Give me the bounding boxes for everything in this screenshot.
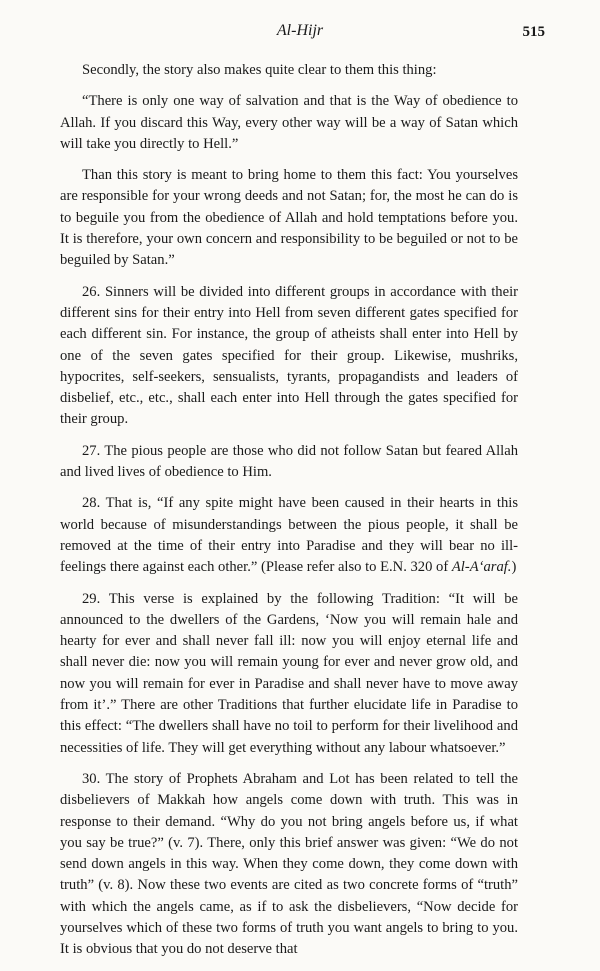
note-28-text: 28. That is, “If any spite might have been caused in their hearts in this world because of misunderstandings between the pious people, it shall be removed at the time of their entry into Paradise and they will bear no ill-feelings there against each other.” (Please refer also to E.N. 320 of [60,495,518,576]
paragraph-intro: Secondly, the story also makes quite clear to them this thing: [82,62,437,78]
paragraph-quote: “There is only one way of salvation and that is the Way of obedience to Allah. If you discard this Way, every other way will be a way of Satan which will take you directly to Hell.” [60,93,518,152]
note-29: 29. This verse is explained by the following Tradition: “It will be announced to the dwellers of the Gardens, ‘Now you will remain hale and hearty for ever and shall never fall ill: now you will enjoy eternal life and shall never die: now you will remain young for ever and never grow old, and now you will remain for ever in Paradise and shall never have to move away from it’.” There are other Traditions that further elucidate life in Paradise to this effect: “The dwellers shall have no toil to perform for their livelihood and necessities of life. They will get everything without any labour whatsoever.” [60,590,518,756]
note-28-reference: Al-A‘araf. [451,559,512,576]
running-title: Al-Hijr [276,22,324,39]
note-28 [60,493,518,578]
note-28-close: ) [511,559,517,576]
body-text [60,60,518,971]
page-number: 515 [522,24,545,40]
note-26: 26. Sinners will be divided into different groups in accordance with their different sins for their entry into Hell from seven different gates specified for each different sin. For instance, the group of atheists shall enter into Hell by one of the seven gates specified for their group. Likewise, mushriks, hypocrites, self-seekers, sensualists, tyrants, propagandists and leaders of disbelief, etc., etc., shall each enter into Hell through the gates specified for their group. [60,283,518,428]
paragraph-responsibility: Than this story is meant to bring home to them this fact: You yourselves are responsible for your wrong deeds and not Satan; for, the most he can do is to beguile you from the obedience of Allah and hold temptations before you. It is therefore, your own concern and responsibility to be beguiled or not to be beguiled by Satan.” [60,167,518,269]
note-27: 27. The pious people are those who did not follow Satan but feared Allah and lived lives of obedience to Him. [60,442,518,481]
note-30: 30. The story of Prophets Abraham and Lot has been related to tell the disbelievers of Makkah how angels come down with truth. This was in response to their demand. “Why do you not bring angels before us, if what you say be true?” (v. 7). There, only this brief answer was given: “We do not send down angels in this way. When they come down, they come down with truth” (v. 8). Now these two events are cited as two concrete forms of “truth” with which the angels came, as if to ask the disbelievers, “Now decide for yourselves which of these two forms of truth you want angels to bring to you. It is obvious that you do not deserve that [60,770,518,958]
page-header [0,0,600,52]
